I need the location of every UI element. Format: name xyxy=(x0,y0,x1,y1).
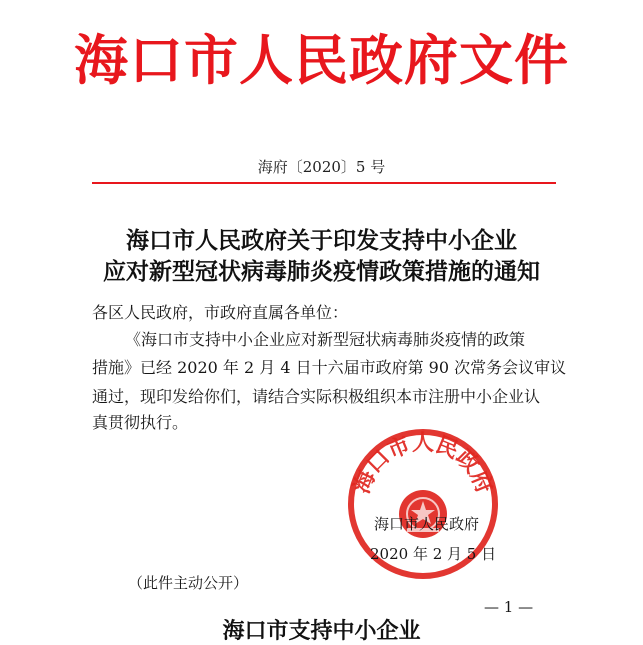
body-line-2: 措施》已经 2020 年 2 月 4 日十六届市政府第 90 次常务会议审议 xyxy=(92,358,567,377)
signing-date: 2020 年 2 月 5 日 xyxy=(370,545,497,563)
body-line-4: 真贯彻执行。 xyxy=(92,413,189,432)
red-divider-line xyxy=(92,182,556,184)
document-masthead: 海口市人民政府文件 xyxy=(74,28,569,92)
svg-text:海口市人民政府 xyxy=(349,431,498,497)
document-number: 海府〔2020〕5 号 xyxy=(257,158,386,176)
seal-text: 海口市人民政府 xyxy=(349,431,497,498)
document-title-line-1: 海口市人民政府关于印发支持中小企业 xyxy=(126,227,517,254)
document-title-line-2: 应对新型冠状病毒肺炎疫情政策措施的通知 xyxy=(103,258,540,285)
signing-authority: 海口市人民政府 xyxy=(374,515,480,533)
page-number: — 1 — xyxy=(484,598,534,616)
body-line-3: 通过，现印发给你们，请结合实际积极组织本市注册中小企业认 xyxy=(92,387,541,406)
body-line-1: 《海口市支持中小企业应对新型冠状病毒肺炎疫情的政策 xyxy=(125,330,526,349)
attachment-heading: 海口市支持中小企业 xyxy=(222,618,421,644)
salutation: 各区人民政府，市政府直属各单位： xyxy=(92,303,349,322)
public-disclosure-note: （此件主动公开） xyxy=(128,574,249,592)
